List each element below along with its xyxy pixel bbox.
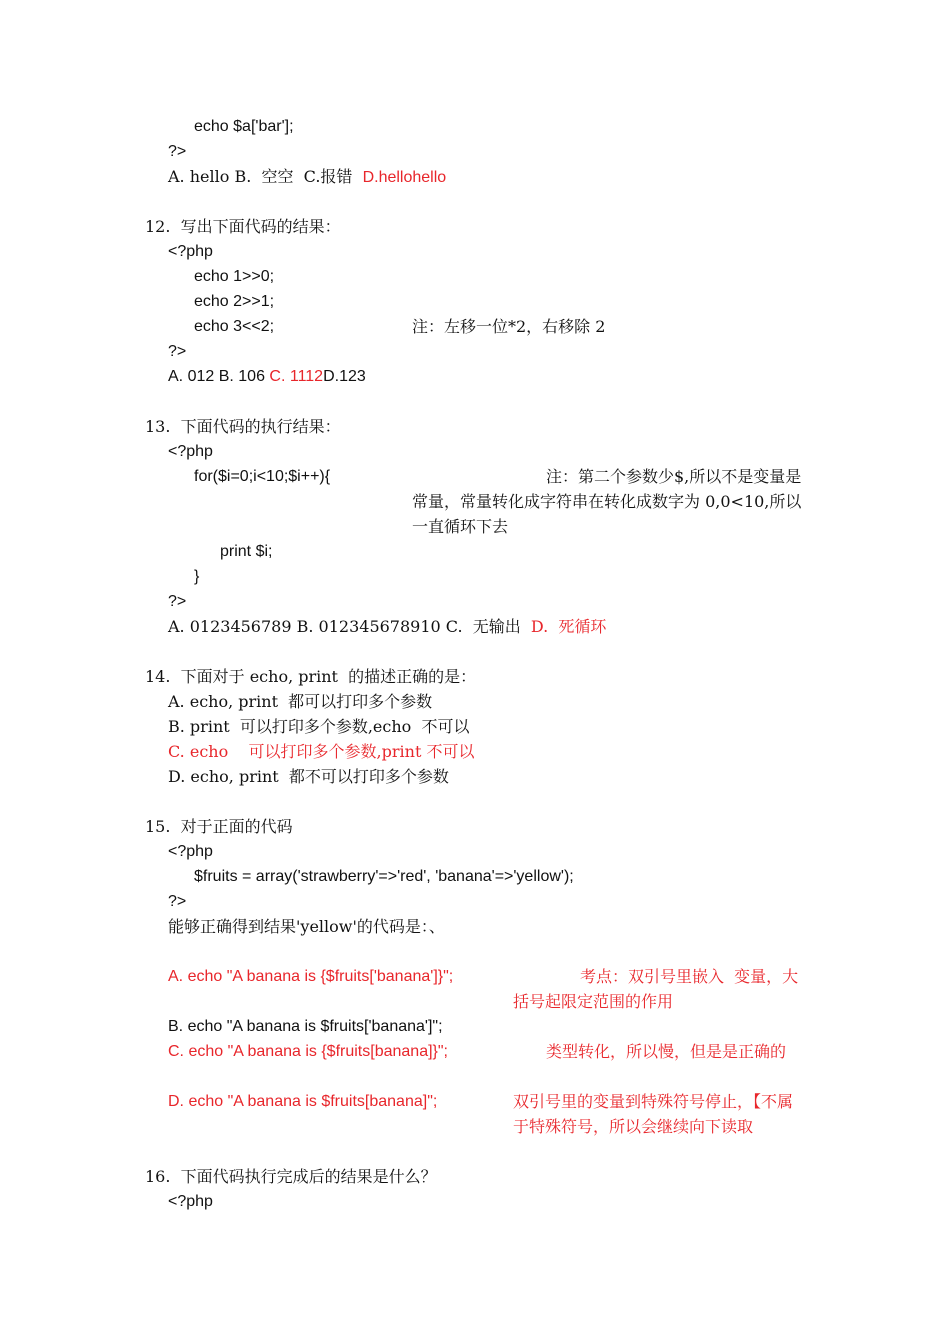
q15-option-d-answer: D. echo "A banana is $fruits[banana]"; xyxy=(168,1093,438,1110)
q13-code-brace: } xyxy=(194,568,200,585)
q12-code-close: ?> xyxy=(168,343,187,360)
q14-option-c-answer: C. echo 可以打印多个参数,print 不可以 xyxy=(168,742,475,761)
q13-code-for: for($i=0;i<10;$i++){ xyxy=(194,468,331,485)
q13-options-pre: A. 0123456789 B. 012345678910 C. 无输出 xyxy=(168,617,531,636)
q15-note-d-line2: 于特殊符号，所以会继续向下读取 xyxy=(513,1117,754,1136)
q11-options-text: A. hello B. 空空 C.报错 xyxy=(168,167,363,186)
q15-note-d-line1: 双引号里的变量到特殊符号停止，【不属 xyxy=(513,1092,794,1111)
q12-options-post: D.123 xyxy=(323,368,366,385)
q16-code-open: <?php xyxy=(168,1193,213,1210)
q11-code-close: ?> xyxy=(168,143,187,160)
q15-question: 15. 对于正面的代码 xyxy=(145,817,293,836)
q15-note-c: 类型转化，所以慢，但是是正确的 xyxy=(546,1042,787,1061)
q11-options xyxy=(168,166,446,189)
q13-answer: D. 死循环 xyxy=(530,617,607,636)
q13-note-line1: 注：第二个参数少$,所以不是变量是 xyxy=(546,467,802,486)
q15-prompt: 能够正确得到结果'yellow'的代码是：、 xyxy=(168,917,445,936)
q13-code-open: <?php xyxy=(168,443,213,460)
q13-note-line2: 常量，常量转化成字符串在转化成数字为 0,0<10,所以 xyxy=(412,492,802,511)
q13-question: 13. 下面代码的执行结果： xyxy=(145,417,341,436)
q14-option-a: A. echo, print 都可以打印多个参数 xyxy=(168,692,433,711)
q12-answer: C. 1112 xyxy=(269,368,324,385)
q15-code-close: ?> xyxy=(168,893,187,910)
q15-code-array: $fruits = array('strawberry'=>'red', 'banana'=>'yellow'); xyxy=(194,868,574,885)
q15-note-a-line1: 考点：双引号里嵌入 变量，大 xyxy=(580,967,799,986)
q13-options xyxy=(168,616,606,639)
q13-note-line3: 一直循环下去 xyxy=(412,517,509,536)
q14-question: 14. 下面对于 echo, print 的描述正确的是： xyxy=(145,667,477,686)
q15-option-b: B. echo "A banana is $fruits['banana']"; xyxy=(168,1018,443,1035)
q12-code-line1: echo 1>>0; xyxy=(194,268,275,285)
q12-code-open: <?php xyxy=(168,243,213,260)
q11-code-echo: echo $a['bar']; xyxy=(194,118,294,135)
q14-option-d: D. echo, print 都不可以打印多个参数 xyxy=(168,767,449,786)
q15-note-a-line2: 括号起限定范围的作用 xyxy=(513,992,674,1011)
q12-options xyxy=(168,366,366,388)
q12-note: 注：左移一位*2，右移除 2 xyxy=(412,317,606,336)
q15-option-a-answer: A. echo "A banana is {$fruits['banana']}"; xyxy=(168,968,454,985)
q15-option-c-answer: C. echo "A banana is {$fruits[banana]}"; xyxy=(168,1043,448,1060)
q13-code-print: print $i; xyxy=(220,543,273,560)
q12-question: 12. 写出下面代码的结果： xyxy=(145,217,341,236)
q11-answer: D.hellohello xyxy=(362,169,447,186)
q14-option-b: B. print 可以打印多个参数,echo 不可以 xyxy=(168,717,470,736)
q12-code-line2: echo 2>>1; xyxy=(194,293,275,310)
q15-code-open: <?php xyxy=(168,843,213,860)
q13-code-close: ?> xyxy=(168,593,187,610)
q12-options-pre: A. 012 B. 106 xyxy=(168,368,270,385)
q16-question: 16. 下面代码执行完成后的结果是什么？ xyxy=(145,1167,437,1186)
q12-code-line3: echo 3<<2; xyxy=(194,318,275,335)
